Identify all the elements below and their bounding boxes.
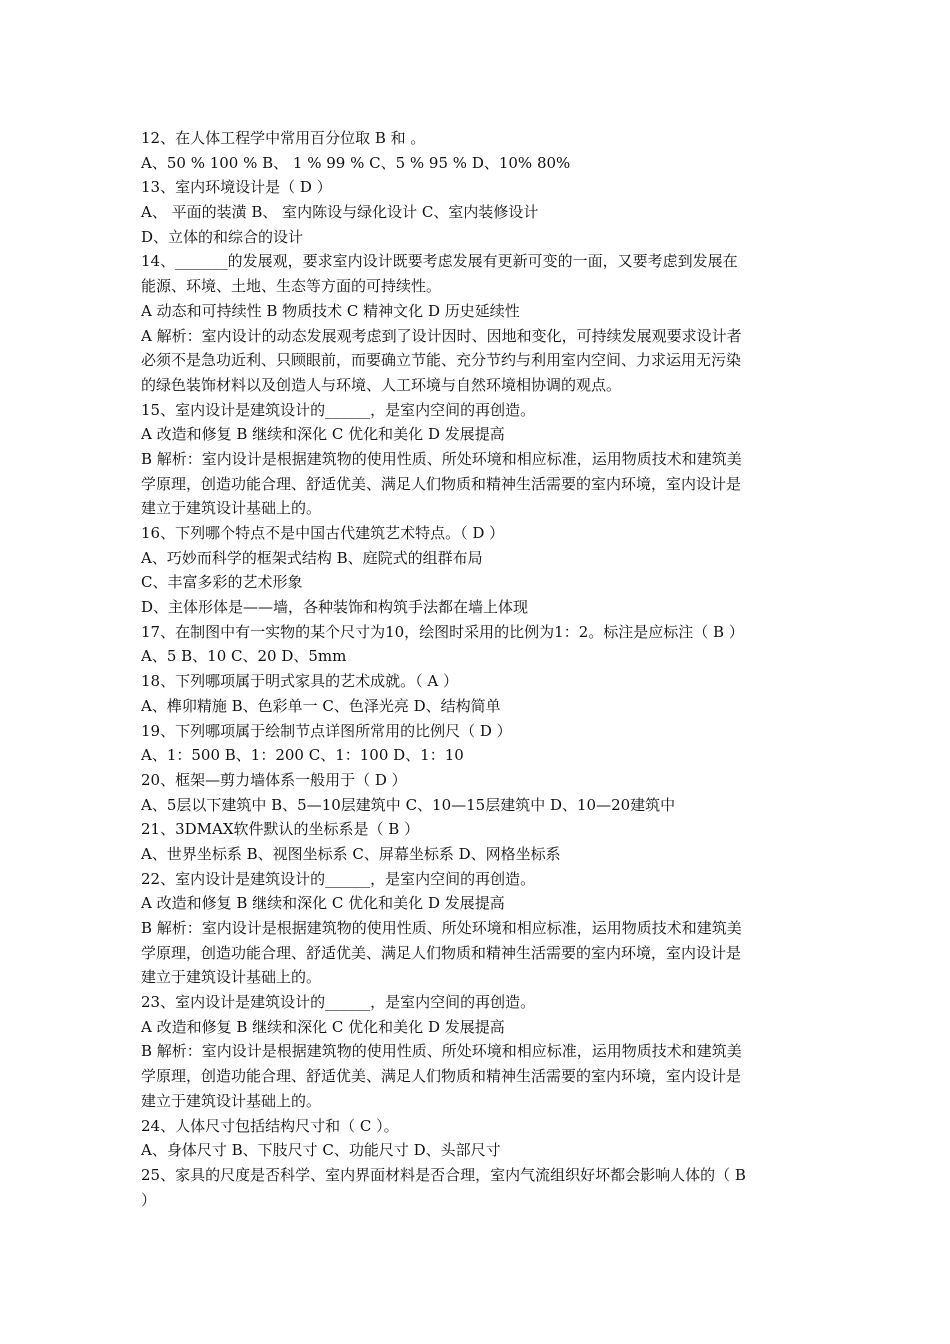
text-line: 21、3DMAX软件默认的坐标系是（ B ）: [141, 820, 420, 839]
text-line: 17、在制图中有一实物的某个尺寸为10，绘图时采用的比例为1：2。标注是应标注（ B ）: [141, 622, 744, 641]
text-line: 15、室内设计是建筑设计的______，是室内空间的再创造。: [141, 400, 536, 419]
text-line: A 动态和可持续性 B 物质技术 C 精神文化 D 历史延续性: [141, 301, 520, 320]
text-line: 20、框架—剪力墙体系一般用于（ D ）: [141, 770, 407, 789]
text-line: 14、_______的发展观，要求室内设计既要考虑发展有更新可变的一面，又要考虑到发展在: [141, 252, 738, 271]
text-line: B 解析：室内设计是根据建筑物的使用性质、所处环境和相应标准，运用物质技术和建筑美: [141, 449, 742, 468]
text-line: 13、室内环境设计是（ D ）: [141, 178, 332, 197]
text-line: A、5层以下建筑中 B、5—10层建筑中 C、10—15层建筑中 D、10—20建筑中: [141, 795, 676, 814]
text-line: 建立于建筑设计基础上的。: [141, 968, 322, 987]
text-line: 23、室内设计是建筑设计的______，是室内空间的再创造。: [141, 993, 536, 1012]
text-line: B 解析：室内设计是根据建筑物的使用性质、所处环境和相应标准，运用物质技术和建筑美: [141, 919, 742, 937]
text-line: 24、人体尺寸包括结构尺寸和（ C ）。: [141, 1116, 399, 1135]
text-line: A 改造和修复 B 继续和深化 C 优化和美化 D 发展提高: [141, 894, 505, 913]
text-line: 19、下列哪项属于绘制节点详图所常用的比例尺（ D ）: [141, 721, 512, 740]
text-line: 建立于建筑设计基础上的。: [141, 499, 322, 518]
text-line: A、 平面的装潢 B、 室内陈设与绿化设计 C、室内装修设计: [141, 203, 539, 222]
text-line: A 改造和修复 B 继续和深化 C 优化和美化 D 发展提高: [141, 425, 505, 444]
text-line: 18、下列哪项属于明式家具的艺术成就。（ A ）: [141, 672, 458, 691]
text-line: A、50 % 100 % B、 1 % 99 % C、5 % 95 % D、10% 80%: [141, 153, 571, 172]
text-line: A 改造和修复 B 继续和深化 C 优化和美化 D 发展提高: [141, 1017, 505, 1036]
document-body: [141, 126, 821, 1212]
text-line: C、丰富多彩的艺术形象: [141, 573, 303, 592]
text-line: 12、在人体工程学中常用百分位取 B 和 。: [141, 129, 426, 147]
text-line: A、1：500 B、1：200 C、1：100 D、1：10: [141, 746, 464, 765]
text-line: 22、室内设计是建筑设计的______，是室内空间的再创造。: [141, 869, 536, 888]
text-line: A 解析：室内设计的动态发展观考虑到了设计因时、因地和变化，可持续发展观要求设计者: [141, 326, 742, 345]
text-line: B 解析：室内设计是根据建筑物的使用性质、所处环境和相应标准，运用物质技术和建筑美: [141, 1042, 742, 1061]
text-line: D、主体形体是——墙，各种装饰和构筑手法都在墙上体现: [141, 598, 529, 617]
text-line: 建立于建筑设计基础上的。: [141, 1091, 322, 1110]
text-line: A、巧妙而科学的框架式结构 B、庭院式的组群布局: [141, 548, 483, 567]
text-line: 25、家具的尺度是否科学、室内界面材料是否合理，室内气流组织好坏都会影响人体的（ B: [141, 1165, 746, 1184]
text-line: A、世界坐标系 B、视图坐标系 C、屏幕坐标系 D、网格坐标系: [141, 844, 561, 863]
text-line: 学原理，创造功能合理、舒适优美、满足人们物质和精神生活需要的室内环境，室内设计是: [141, 1067, 742, 1086]
text-line: ）: [141, 1190, 157, 1209]
text-line: D、立体的和综合的设计: [141, 227, 304, 246]
text-line: A、榫卯精施 B、色彩单一 C、色泽光亮 D、结构简单: [141, 696, 501, 715]
text-line: 必须不是急功近利、只顾眼前，而要确立节能、充分节约与利用室内空间、力求运用无污染: [141, 351, 742, 370]
text-line: A、身体尺寸 B、下肢尺寸 C、功能尺寸 D、头部尺寸: [141, 1141, 501, 1160]
text-line: A、5 B、10 C、20 D、5mm: [141, 647, 347, 666]
text-line: 的绿色装饰材料以及创造人与环境、人工环境与自然环境相协调的观点。: [141, 375, 622, 394]
text-line: 能源、环境、土地、生态等方面的可持续性。: [141, 277, 442, 296]
text-line: 学原理，创造功能合理、舒适优美、满足人们物质和精神生活需要的室内环境，室内设计是: [141, 943, 742, 962]
text-line: 16、下列哪个特点不是中国古代建筑艺术特点。（ D ）: [141, 524, 505, 542]
text-line: 学原理，创造功能合理、舒适优美、满足人们物质和精神生活需要的室内环境，室内设计是: [141, 474, 742, 493]
